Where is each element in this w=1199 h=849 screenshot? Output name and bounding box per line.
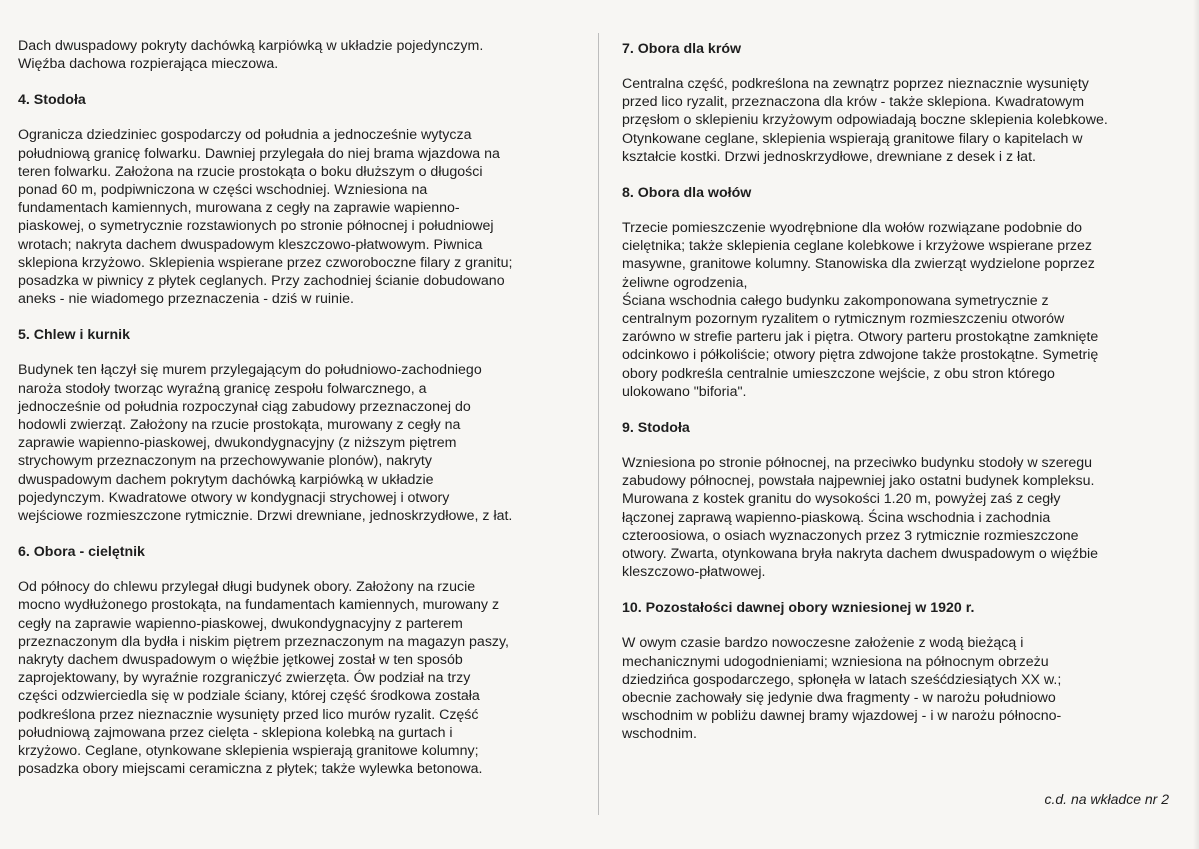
section-body-obora-dla-wolow: Trzecie pomieszczenie wyodrębnione dla wołów rozwiązane podobnie do cielętnika; także sklepienia ceglane kolebkowe i krzyżowe wspierane przez masywne, granitowe kolumny. Stanowiska dla zwierząt wydzielone poprzez żeliwne ogrodzenia, Ściana wschodnia całego budynku zakomponowana symetrycznie z centralnym pozornym ryzalitem o rytmicznym rozmieszczeniu otworów zarówno w strefie parteru jak i piętra. Otwory parteru prostokątne zamknięte odcinkowo i półkoliście; otwory piętra zdwojone także prostokątne. Symetrię obory podkreśla centralnie umieszczone wejście, z obu stron którego ulokowano "biforia". [622, 220, 1099, 400]
continuation-note: c.d. na wkładce nr 2 [1044, 791, 1169, 807]
section-body-stodola-4: Ogranicza dziedziniec gospodarczy od południa a jednocześnie wytycza południową granicę folwarku. Dawniej przylegała do niej brama wjazdowa na teren folwarku. Założona na rzucie prostokąta o boku dłuższym o długości ponad 60 m, podpiwniczona w części wschodniej. Wzniesiona na fundamentach kamiennych, murowana z cegły na zaprawie wapienno- piaskowej, o symetrycznie rozstawionych po stronie północnej i południowej wrotach; nakryta dachem dwuspadowym kleszczowo-płatwowym. Piwnica sklepiona krzyżowo. Sklepienia wspierane przez czworoboczne filary z granitu; posadzka w piwnicy z płytek ceglanych. Przy zachodniej ścianie dobudowano aneks - nie wiadomego przeznaczenia - dziś w ruinie. [18, 127, 513, 308]
section-heading-obora-cieletnik: 6. Obora - cielętnik [18, 544, 145, 561]
section-heading-stodola-4: 4. Stodoła [18, 92, 86, 109]
left-column [18, 37, 575, 797]
section-body-chlew-i-kurnik: Budynek ten łączył się murem przylegającym do południowo-zachodniego naroża stodoły tworząc wyraźną granicę zespołu folwarcznego, a jednocześnie od południa rozpoczynał ciąg zabudowy przeznaczonej do hodowli zwierząt. Założony na rzucie prostokąta, murowany z cegły na zaprawie wapienno-piaskowej, dwukondygnacyjny (z niższym piętrem strychowym przeznaczonym na przechowywanie plonów), nakryty dwuspadowym dachem pokrytym dachówką karpiówką w układzie pojedynczym. Kwadratowe otwory w kondygnacji strychowej i otwory wejściowe rozmieszczone rytmicznie. Drzwi drewniane, jednoskrzydłowe, z łat. [18, 362, 513, 525]
scan-edge-shadow [1193, 0, 1199, 849]
section-heading-obora-dla-wolow: 8. Obora dla wołów [622, 185, 752, 202]
section-heading-chlew-i-kurnik: 5. Chlew i kurnik [18, 327, 130, 344]
section-body-pozostalosci-obory: W owym czasie bardzo nowoczesne założenie z wodą bieżącą i mechanicznymi udogodnieniami; wzniesiona na północnym obrzeżu dziedzińca gospodarczego, spłonęła w latach sześćdziesiątych XX w.; obecnie zachowały się jedynie dwa fragmenty - w narożu południowo wschodnim w pobliżu dawnej bramy wjazdowej - i w narożu północno- wschodnim. [622, 635, 1062, 743]
section-body-obora-cieletnik: Od północy do chlewu przylegał długi budynek obory. Założony na rzucie mocno wydłużonego prostokąta, na fundamentach kamiennych, murowany z cegły na zaprawie wapienno-piaskowej, dwukondygnacyjny z parterem przeznaczonym dla bydła i niskim piętrem przeznaczonym na magazyn paszy, nakryty dachem dwuspadowym o więźbie jętkowej został w ten sposób zaprojektowany, by wyraźnie rozgraniczyć zwierzęta. Ów podział na trzy części odzwierciedla się w podziale ściany, której część środkowa została podkreślona przez nieznacznie wysunięty przed lico murów ryzalit. Część południową zajmowana przez cielęta - sklepiona kolebką na gurtach i krzyżowo. Ceglane, otynkowane sklepienia wspierają granitowe kolumny; posadzka obory miejscami ceramiczna z płytek; także wylewka betonowa. [18, 579, 509, 778]
section-body-obora-dla-krow: Centralna część, podkreślona na zewnątrz poprzez nieznacznie wysunięty przed lico ryzalit, przeznaczona dla krów - także sklepiona. Kwadratowym przęsłom o sklepieniu krzyżowym odpowiadają boczne sklepienia kolebkowe. Otynkowane ceglane, sklepienia wspierają granitowe filary o kapitelach w kształcie kostki. Drzwi jednoskrzydłowe, drewniane z desek i z łat. [622, 76, 1108, 165]
section-heading-stodola-9: 9. Stodoła [622, 420, 690, 437]
intro-paragraph: Dach dwuspadowy pokryty dachówką karpiówką w układzie pojedynczym. Więźba dachowa rozpierająca mieczowa. [18, 38, 484, 73]
right-column [622, 37, 1177, 762]
section-body-stodola-9: Wzniesiona po stronie północnej, na przeciwko budynku stodoły w szeregu zabudowy północnej, powstała najpewniej jako ostatni budynek kompleksu. Murowana z kostek granitu do wysokości 1.20 m, powyżej zaś z cegły łączonej zaprawą wapienno-piaskową. Ścina wschodnia i zachodnia czteroosiowa, o osiach wyznaczonych przez 3 rytmicznie rozmieszczone otwory. Zwarta, otynkowana bryła nakryta dachem dwuspadowym o więźbie kleszczowo-płatwowej. [622, 455, 1099, 581]
section-heading-obora-dla-krow: 7. Obora dla krów [622, 41, 742, 57]
column-divider [598, 33, 599, 815]
section-heading-pozostalosci-obory: 10. Pozostałości dawnej obory wzniesionej w 1920 r. [622, 600, 975, 617]
